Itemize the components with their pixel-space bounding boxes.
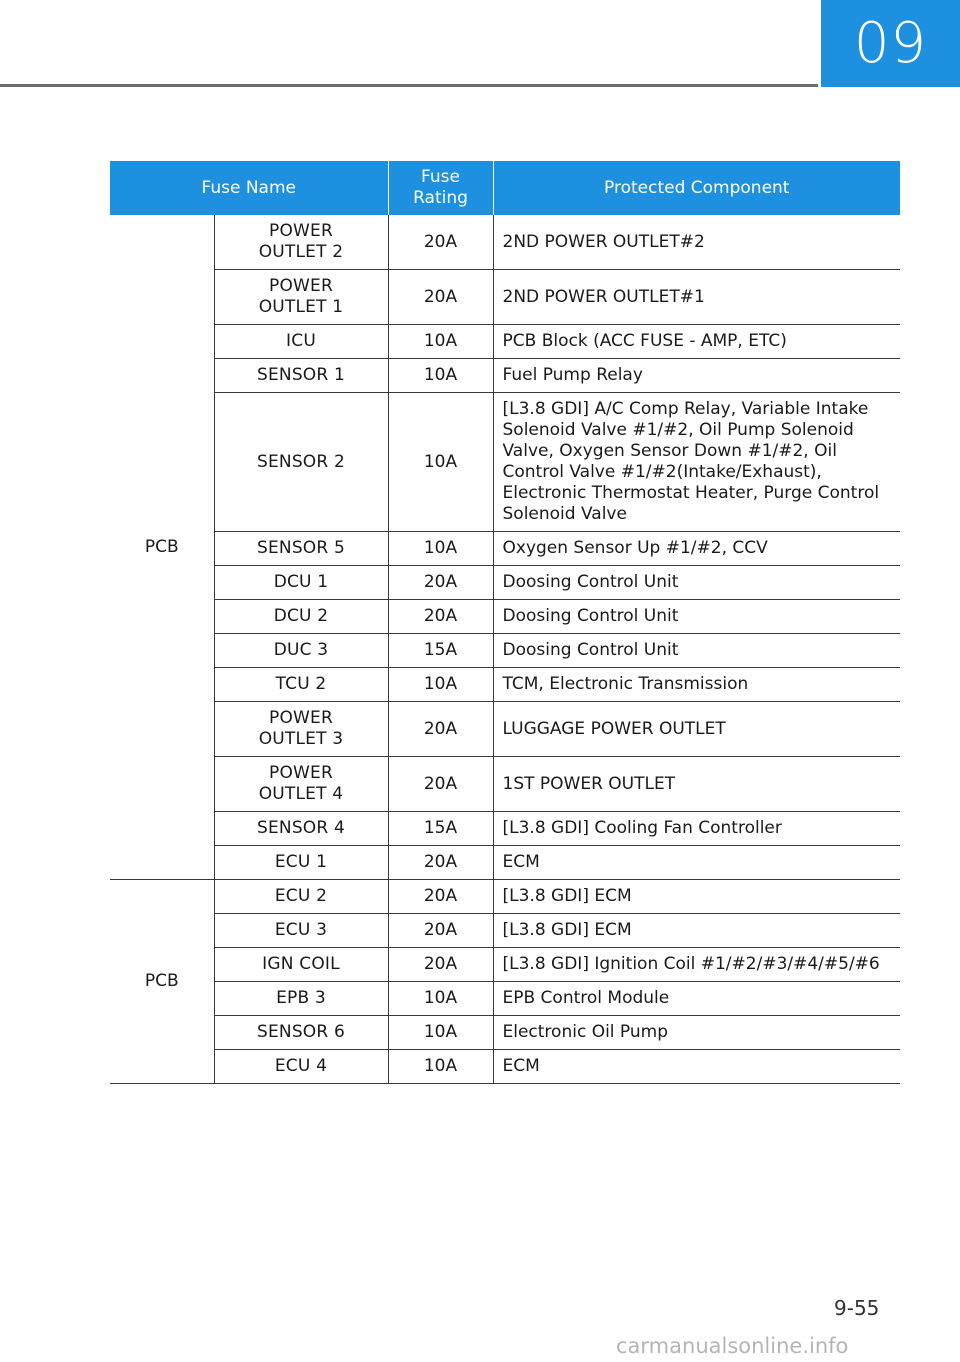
protected-component-cell: Electronic Oil Pump	[493, 1016, 900, 1050]
header-fuse-rating: Fuse Rating	[388, 161, 493, 215]
fuse-rating-cell: 10A	[388, 1050, 493, 1084]
header-fuse-name: Fuse Name	[110, 161, 388, 215]
page-number: 9-55	[834, 1296, 880, 1320]
table-row	[110, 1050, 900, 1084]
protected-component-cell: Doosing Control Unit	[493, 634, 900, 668]
table-row	[110, 634, 900, 668]
protected-component-cell: Fuel Pump Relay	[493, 359, 900, 393]
table-row	[110, 215, 900, 270]
fuse-name-cell: EPB 3	[214, 982, 388, 1016]
fuse-rating-cell: 10A	[388, 325, 493, 359]
fuse-rating-cell: 20A	[388, 702, 493, 757]
table-row	[110, 359, 900, 393]
header-protected-component: Protected Component	[493, 161, 900, 215]
fuse-rating-cell: 10A	[388, 532, 493, 566]
group-cell: PCB	[110, 880, 214, 1084]
fuse-rating-cell: 20A	[388, 270, 493, 325]
header-rule	[0, 84, 818, 87]
table-body	[110, 215, 900, 1084]
fuse-rating-cell: 10A	[388, 982, 493, 1016]
fuse-name-cell: ECU 2	[214, 880, 388, 914]
fuse-rating-cell: 20A	[388, 914, 493, 948]
fuse-rating-cell: 20A	[388, 566, 493, 600]
fuse-rating-cell: 20A	[388, 846, 493, 880]
fuse-name-cell: ECU 3	[214, 914, 388, 948]
protected-component-cell: LUGGAGE POWER OUTLET	[493, 702, 900, 757]
protected-component-cell: [L3.8 GDI] Ignition Coil #1/#2/#3/#4/#5/#6	[493, 948, 900, 982]
group-cell: PCB	[110, 215, 214, 880]
protected-component-cell: ECM	[493, 846, 900, 880]
protected-component-cell: PCB Block (ACC FUSE - AMP, ETC)	[493, 325, 900, 359]
fuse-rating-cell: 10A	[388, 1016, 493, 1050]
table-row	[110, 914, 900, 948]
table-row	[110, 325, 900, 359]
fuse-name-cell: IGN COIL	[214, 948, 388, 982]
chapter-number: 09	[853, 11, 928, 76]
table-row	[110, 757, 900, 812]
protected-component-cell: [L3.8 GDI] ECM	[493, 914, 900, 948]
table-row	[110, 948, 900, 982]
fuse-rating-cell: 15A	[388, 634, 493, 668]
fuse-rating-cell: 10A	[388, 668, 493, 702]
fuse-name-cell: POWER OUTLET 1	[214, 270, 388, 325]
fuse-name-cell: DUC 3	[214, 634, 388, 668]
protected-component-cell: [L3.8 GDI] ECM	[493, 880, 900, 914]
fuse-name-cell: SENSOR 1	[214, 359, 388, 393]
table-row	[110, 600, 900, 634]
table-row	[110, 532, 900, 566]
protected-component-cell: Oxygen Sensor Up #1/#2, CCV	[493, 532, 900, 566]
table-row	[110, 566, 900, 600]
fuse-rating-cell: 15A	[388, 812, 493, 846]
protected-component-cell: EPB Control Module	[493, 982, 900, 1016]
fuse-name-cell: POWER OUTLET 2	[214, 215, 388, 270]
protected-component-cell: [L3.8 GDI] A/C Comp Relay, Variable Intake Solenoid Valve #1/#2, Oil Pump Solenoid Valve, Oxygen Sensor Down #1/#2, Oil Control Valve #1/#2(Intake/Exhaust), Electronic Thermostat Heater, Purge Control Solenoid Valve	[493, 393, 900, 532]
table-row	[110, 846, 900, 880]
fuse-name-cell: DCU 1	[214, 566, 388, 600]
fuse-name-cell: ICU	[214, 325, 388, 359]
protected-component-cell: 1ST POWER OUTLET	[493, 757, 900, 812]
fuse-rating-cell: 20A	[388, 215, 493, 270]
table-row	[110, 880, 900, 914]
table-row	[110, 1016, 900, 1050]
fuse-name-cell: SENSOR 6	[214, 1016, 388, 1050]
table-row	[110, 982, 900, 1016]
fuse-name-cell: POWER OUTLET 3	[214, 702, 388, 757]
fuse-rating-cell: 10A	[388, 359, 493, 393]
protected-component-cell: 2ND POWER OUTLET#2	[493, 215, 900, 270]
protected-component-cell: Doosing Control Unit	[493, 600, 900, 634]
fuse-rating-cell: 20A	[388, 948, 493, 982]
table-row	[110, 812, 900, 846]
protected-component-cell: Doosing Control Unit	[493, 566, 900, 600]
fuse-rating-cell: 20A	[388, 880, 493, 914]
table-header-row	[110, 161, 900, 215]
chapter-tab	[821, 0, 960, 87]
fuse-name-cell: SENSOR 4	[214, 812, 388, 846]
fuse-rating-cell: 20A	[388, 757, 493, 812]
fuse-name-cell: POWER OUTLET 4	[214, 757, 388, 812]
table-row	[110, 668, 900, 702]
fuse-table	[110, 161, 900, 1084]
fuse-name-cell: SENSOR 2	[214, 393, 388, 532]
fuse-name-cell: ECU 1	[214, 846, 388, 880]
protected-component-cell: 2ND POWER OUTLET#1	[493, 270, 900, 325]
table-row	[110, 270, 900, 325]
watermark-text: carmanualsonline.info	[616, 1334, 849, 1358]
fuse-rating-cell: 10A	[388, 393, 493, 532]
protected-component-cell: ECM	[493, 1050, 900, 1084]
fuse-name-cell: SENSOR 5	[214, 532, 388, 566]
fuse-rating-cell: 20A	[388, 600, 493, 634]
fuse-name-cell: TCU 2	[214, 668, 388, 702]
fuse-name-cell: DCU 2	[214, 600, 388, 634]
fuse-name-cell: ECU 4	[214, 1050, 388, 1084]
table-row	[110, 393, 900, 532]
protected-component-cell: TCM, Electronic Transmission	[493, 668, 900, 702]
table-row	[110, 702, 900, 757]
protected-component-cell: [L3.8 GDI] Cooling Fan Controller	[493, 812, 900, 846]
